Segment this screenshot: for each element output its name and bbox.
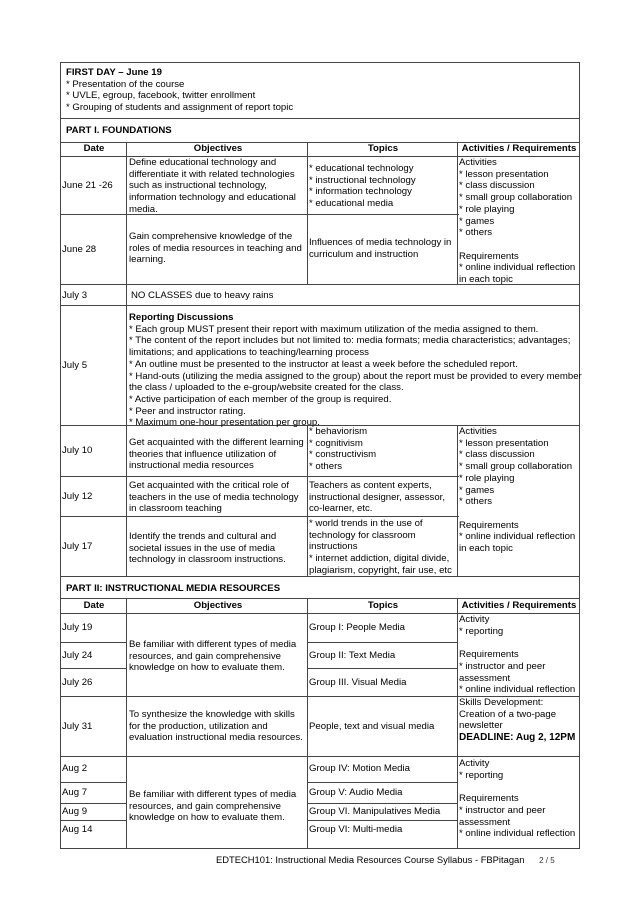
reporting-line: * An outline must be presented to the instructor at least a week before the scheduled report. [129,358,518,370]
objective-line: evaluation instructional media resources. [129,732,303,744]
objective-line: Get acquainted with the different learning [129,437,304,448]
row-topic: Group III. Visual Media [309,677,407,688]
objective-line: such as instructional technology, [129,180,267,192]
reporting-line: * Each group MUST present their report with maximum utilization of the media assigned to them. [129,323,539,335]
date-text: June 21 -26 [62,179,113,191]
row-date: July 3 [62,290,88,301]
row-date: Aug 7 [62,787,88,798]
topic-line: instructional designer, assessor, [309,491,445,503]
part2-title: PART II: INSTRUCTIONAL MEDIA RESOURCES [66,583,281,594]
objective-line: Define educational technology and [129,157,277,168]
activity-line: * online individual reflection [459,531,576,543]
reporting-discussions-block [129,312,580,429]
col-divider [126,142,127,284]
row-date [62,517,126,576]
rule [307,668,457,669]
reporting-line: * The content of the report includes but not limited to: media formats; media characteristics; advantages; [129,335,571,347]
objective-line: resources, and gain comprehensive [129,650,281,662]
reporting-line: * Maximum one-hour presentation per group. [129,417,320,429]
first-day-item: * UVLE, egroup, facebook, twitter enrollment [66,90,256,102]
page-footer [216,854,555,866]
first-day-block [66,67,576,114]
part2-title-row [60,576,580,599]
activity-line: Activity [459,614,490,625]
row-topic [309,697,457,756]
col-divider [126,284,127,576]
objective-line: Identify the trends and cultural and [129,531,277,542]
part2-header-topics: Topics [367,600,399,611]
reporting-title: Reporting Discussions [129,312,234,323]
part2-header-objectives: Objectives [193,600,243,611]
objective-line: knowledge on how to evaluate them. [129,662,285,674]
topic-line: * constructivism [309,449,377,461]
topic-line: * world trends in the use of [309,518,423,529]
row-topic: Group VI. Manipulatives Media [309,806,441,817]
activity-line: * reporting [459,625,504,637]
col-divider [457,425,458,576]
row-objective [129,531,307,566]
activity-line: assessment [459,672,511,684]
col-divider [307,425,308,576]
objective-line: Get acquainted with the critical role of [129,480,289,491]
activity-line: * online individual reflection [459,262,576,274]
topic-line: curriculum and instruction [309,248,419,260]
part2-header-activities: Activities / Requirements [461,600,577,611]
reporting-line: * Hand-outs (utilizing the media assigned to the group) about the report must be provided to every member [129,370,582,382]
topic-text: People, text and visual media [309,720,435,732]
first-day-title: FIRST DAY – June 19 [66,67,162,78]
activity-line: * role playing [459,203,515,215]
rule [60,305,580,306]
activities-block [459,758,579,840]
row-topic: Group VI: Multi-media [309,824,403,835]
row-date [62,477,126,516]
objective-line: To synthesize the knowledge with skills [129,709,295,720]
activity-line [459,637,579,649]
row-date: July 24 [62,650,93,661]
activity-line [459,508,579,520]
activity-line: Creation of a two-page [459,708,557,720]
activity-line: * instructor and peer [459,804,546,816]
activity-line: in each topic [459,274,513,286]
topic-line: * cognitivism [309,437,363,449]
activities-block [459,426,579,555]
activity-line [459,781,579,793]
part2-header-date: Date [83,600,105,611]
objective-line: Be familiar with different types of media [129,639,297,650]
no-classes-note: NO CLASSES due to heavy rains [131,290,274,301]
activity-line: * games [459,215,495,227]
row-topic: Group II: Text Media [309,650,396,661]
activity-line: * lesson presentation [459,168,549,180]
activity-line: assessment [459,816,511,828]
activity-line: * games [459,484,495,496]
row-topic: Group IV: Motion Media [309,763,410,774]
topic-line: Influences of media technology in [309,237,452,248]
col-divider [307,598,308,849]
topic-line: * others [309,461,343,473]
date-text: July 12 [62,490,93,502]
reporting-line: * Active participation of each member of the group is required. [129,393,392,405]
col-divider [307,142,308,284]
row-date: Aug 14 [62,824,93,835]
activities-block [459,697,579,744]
topic-line: co-learner, etc. [309,503,373,515]
part1-header-date: Date [83,143,105,154]
date-text: July 5 [62,359,88,371]
activity-line: Activities [459,157,497,168]
footer-text: EDTECH101: Instructional Media Resources Course Syllabus - FBPitagan [216,854,525,865]
col-divider [457,598,458,849]
topic-line: * behaviorism [309,426,368,437]
row-objective [129,639,307,674]
row-date [62,215,126,284]
activity-line: * small group collaboration [459,461,573,473]
row-topics [309,518,457,577]
activity-line: * others [459,227,493,239]
part1-header-objectives: Objectives [193,143,243,154]
row-topics [309,426,457,473]
topic-line: instructions [309,541,358,553]
activity-line: Requirements [459,519,519,531]
row-objective [129,709,307,744]
row-date: July 19 [62,622,93,633]
activity-line: in each topic [459,543,513,555]
activity-line: * class discussion [459,180,535,192]
objective-line: differentiate it with related technologies [129,168,295,180]
activities-block [459,157,579,286]
row-objective [129,231,307,266]
objective-line: theories that influence utilization of [129,448,277,460]
objective-line: teachers in the use of media technology [129,491,299,503]
objective-line: instructional media resources [129,460,254,472]
rule [60,642,127,643]
objective-line: Be familiar with different types of media [129,789,297,800]
part1-header-activities: Activities / Requirements [461,143,577,154]
page-number: 2 / 5 [539,856,555,865]
rule [60,820,127,821]
objective-line: Gain comprehensive knowledge of the [129,231,293,242]
topic-line: * internet addiction, digital divide, [309,553,450,565]
topic-line: * information technology [309,186,412,198]
rule [307,782,457,783]
date-text: July 10 [62,445,93,457]
row-objective [129,480,307,515]
objective-line: learning. [129,254,166,266]
row-objective [129,157,307,216]
objective-line: for the production, utilization and [129,720,268,732]
date-text: July 31 [62,720,93,732]
activity-line: newsletter [459,720,503,732]
objective-line: technology in classroom instructions. [129,554,286,566]
row-date: Aug 2 [62,763,88,774]
objective-line: knowledge on how to evaluate them. [129,812,285,824]
rule [60,668,127,669]
rule [307,642,457,643]
rule [307,820,457,821]
activity-line [459,239,579,251]
activity-line: Requirements [459,250,519,262]
activity-line: Requirements [459,793,519,805]
first-day-item: * Presentation of the course [66,78,185,90]
activity-line: Requirements [459,649,519,661]
row-objective [129,437,307,472]
row-date [62,157,126,214]
activity-line: * role playing [459,472,515,484]
rule [60,756,580,757]
rule [60,803,127,804]
col-divider [126,598,127,849]
objective-line: roles of media resources in teaching and [129,242,302,254]
objective-line: media. [129,203,158,215]
topic-line: * educational technology [309,163,414,174]
activity-line: Activities [459,426,497,437]
activity-line: * online individual reflection [459,828,576,840]
date-text: June 28 [62,243,97,255]
row-topics [309,480,457,515]
row-date [62,426,126,476]
row-topic: Group V: Audio Media [309,787,403,798]
objective-line: societal issues in the use of media [129,542,276,554]
activity-line: * instructor and peer [459,660,546,672]
activity-line: Skills Development: [459,697,544,708]
topic-line: * instructional technology [309,174,416,186]
reporting-line: the class / uploaded to the e-group/website created for the class. [129,382,404,394]
objective-line: resources, and gain comprehensive [129,800,281,812]
activity-line: * online individual reflection [459,684,576,696]
part1-title: PART I. FOUNDATIONS [66,125,172,136]
part1-title-row [60,118,580,143]
deadline-text: DEADLINE: Aug 2, 12PM [459,732,576,744]
rule [307,803,457,804]
reporting-line: limitations; and applications to teaching/learning process [129,347,369,359]
row-topic: Group I: People Media [309,622,405,633]
row-topics [309,163,457,210]
row-objective [129,789,307,824]
row-date [62,306,126,425]
row-date: Aug 9 [62,806,88,817]
activity-line: * small group collaboration [459,192,573,204]
objective-line: in classroom teaching [129,503,222,515]
date-text: July 17 [62,540,93,552]
part1-header-topics: Topics [367,143,399,154]
row-date: July 26 [62,677,93,688]
col-divider [457,142,458,284]
activity-line: * lesson presentation [459,437,549,449]
row-date [62,697,126,756]
activities-block [459,614,579,696]
topic-line: Teachers as content experts, [309,480,432,491]
row-topics [309,237,457,260]
reporting-line: * Peer and instructor rating. [129,405,246,417]
activity-line: Activity [459,758,490,769]
objective-line: information technology and educational [129,192,296,204]
rule [60,782,127,783]
topic-line: * educational media [309,198,394,210]
topic-line: technology for classroom [309,529,416,541]
topic-line: plagiarism, copyright, fair use, etc [309,564,452,576]
first-day-item: * Grouping of students and assignment of report topic [66,102,294,114]
activity-line: * reporting [459,769,504,781]
activity-line: * class discussion [459,449,535,461]
activity-line: * others [459,496,493,508]
